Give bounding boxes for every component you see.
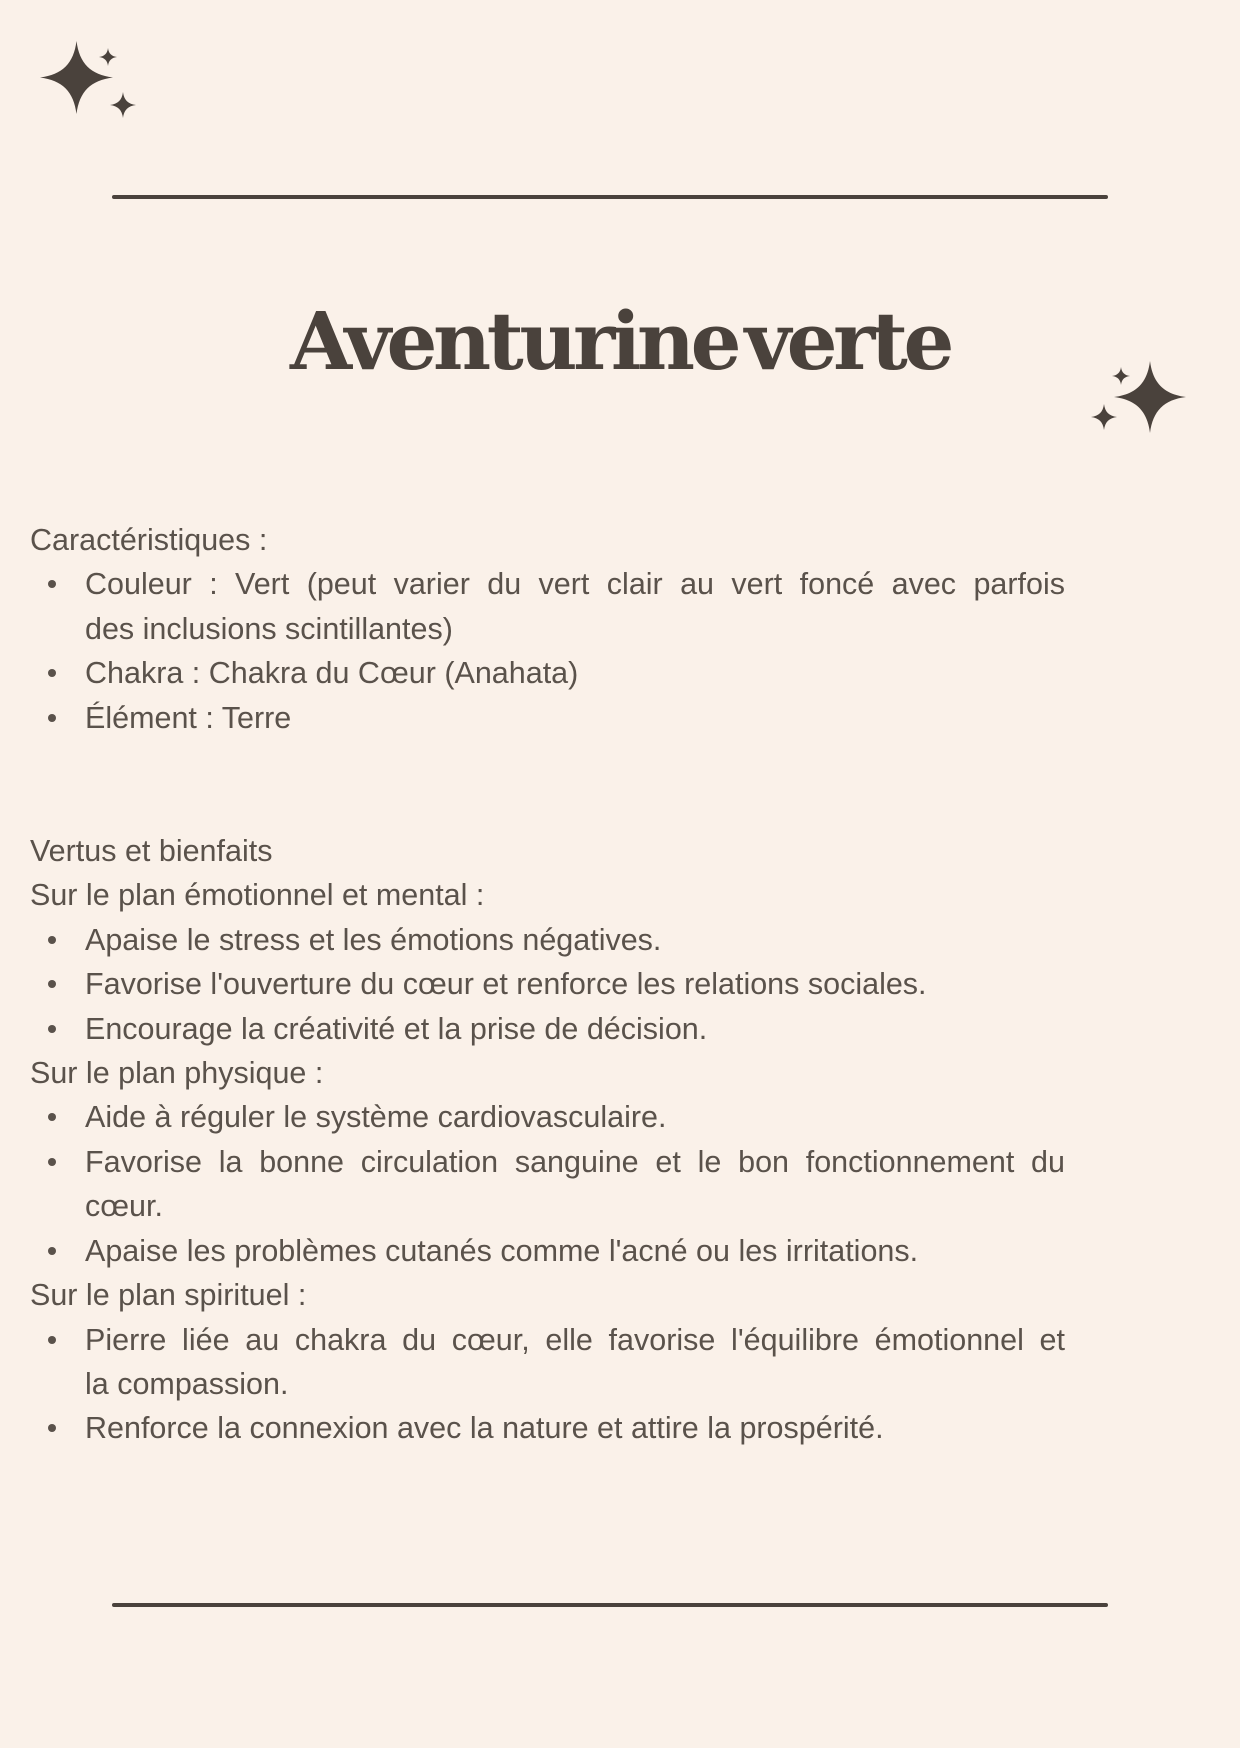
sparkle-star-icon xyxy=(99,48,117,66)
list-item-line: la compassion. xyxy=(85,1366,289,1401)
sparkle-star-icon xyxy=(40,41,113,114)
sparkle-star-icon xyxy=(1112,367,1130,385)
list-item-line: Élément : Terre xyxy=(85,700,292,735)
physique-list xyxy=(30,1095,1065,1273)
list-item-line: Favorise l'ouverture du cœur et renforce les relations sociales. xyxy=(85,967,927,1002)
list-item-line: cœur. xyxy=(85,1189,163,1224)
sparkle-star-icon xyxy=(1114,361,1186,433)
list-item-line: Apaise le stress et les émotions négatives. xyxy=(85,922,662,957)
spirituel-list xyxy=(30,1318,1065,1451)
bullet-icon xyxy=(48,1158,56,1166)
list-item-line: Aide à réguler le système cardiovasculaire. xyxy=(85,1100,667,1135)
bullet-icon xyxy=(48,980,56,988)
bullet-icon xyxy=(48,936,56,944)
emotionnel-list xyxy=(30,918,1065,1051)
list-item xyxy=(30,562,1065,651)
bullet-icon xyxy=(48,714,56,722)
list-item xyxy=(30,1140,1065,1229)
caracteristiques-list xyxy=(30,562,1065,740)
sparkle-star-icon xyxy=(110,92,136,118)
list-item-line: Favorise la bonne circulation sanguine et le bon fonctionnement du xyxy=(85,1144,1065,1179)
list-item xyxy=(30,918,1065,962)
list-item-line: Couleur : Vert (peut varier du vert clair au vert foncé avec parfois xyxy=(85,567,1065,602)
list-item xyxy=(30,1318,1065,1407)
list-item-line: Chakra : Chakra du Cœur (Anahata) xyxy=(85,656,579,691)
bullet-icon xyxy=(48,1113,56,1121)
section-heading-vertus: Vertus et bienfaits xyxy=(30,834,273,869)
list-item xyxy=(30,1095,1065,1139)
subsection-label-physique: Sur le plan physique : xyxy=(30,1056,324,1091)
list-item xyxy=(30,1406,1065,1450)
list-item-line: Apaise les problèmes cutanés comme l'acné ou les irritations. xyxy=(85,1233,919,1268)
subsection-label-emotionnel: Sur le plan émotionnel et mental : xyxy=(30,878,485,913)
list-item-line: des inclusions scintillantes) xyxy=(85,611,453,646)
bullet-icon xyxy=(48,1424,56,1432)
section-heading-caracteristiques: Caractéristiques : xyxy=(30,523,268,557)
list-item xyxy=(30,696,1065,740)
subsection-label-spirituel: Sur le plan spirituel : xyxy=(30,1278,307,1313)
bullet-icon xyxy=(48,580,56,588)
bottom-divider xyxy=(112,1603,1108,1607)
section-gap xyxy=(30,740,1065,829)
list-item-line: Encourage la créativité et la prise de décision. xyxy=(85,1011,708,1046)
top-divider xyxy=(112,195,1108,199)
sparkle-star-icon xyxy=(1091,404,1117,430)
bullet-icon xyxy=(48,1025,56,1033)
list-item xyxy=(30,1229,1065,1273)
list-item-line: Pierre liée au chakra du cœur, elle favorise l'équilibre émotionnel et xyxy=(85,1322,1065,1357)
sparkle-cluster-top-left-icon xyxy=(38,37,138,137)
bullet-icon xyxy=(48,1247,56,1255)
sparkle-cluster-right-icon xyxy=(1065,352,1195,452)
list-item xyxy=(30,962,1065,1006)
list-item xyxy=(30,651,1065,695)
card-body xyxy=(30,518,1065,1451)
list-item-line: Renforce la connexion avec la nature et attire la prospérité. xyxy=(85,1411,884,1446)
bullet-icon xyxy=(48,669,56,677)
bullet-icon xyxy=(48,1336,56,1344)
list-item xyxy=(30,1007,1065,1051)
page-title: Aventurine verte xyxy=(290,294,950,388)
